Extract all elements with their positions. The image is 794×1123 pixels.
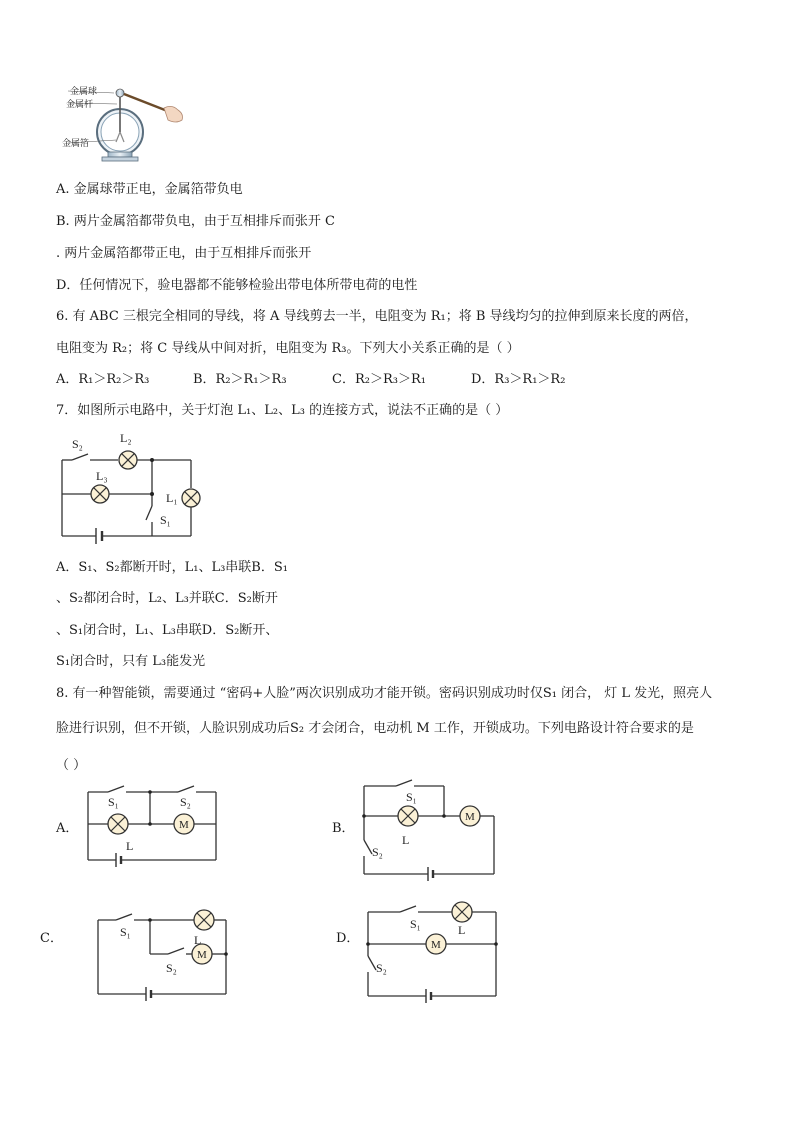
q6-option-b: B．R₂＞R₁＞R₃ — [193, 372, 287, 387]
q7-option-line2: 、S₂都闭合时，L₂、L₃并联C．S₂断开 — [56, 591, 278, 606]
q6-stem-line1: 6. 有 ABC 三根完全相同的导线，将 A 导线剪去一半，电阻变为 R₁；将 B 导线均匀的拉伸到原来长度的两倍， — [56, 309, 698, 324]
q6-option-d: D．R₃＞R₁＞R₂ — [471, 372, 566, 387]
q8b-s2-label: S₂ — [372, 845, 383, 859]
q5-option-a: A. 金属球带正电，金属箔带负电 — [56, 182, 243, 197]
q8d-l-label: L — [458, 923, 466, 937]
q5-option-d: D．任何情况下，验电器都不能够检验出带电体所带电荷的电性 — [56, 278, 418, 293]
q7-stem: 7．如图所示电路中，关于灯泡 L₁、L₂、L₃ 的连接方式，说法不正确的是（ ） — [56, 403, 509, 418]
q8d-s2-label: S₂ — [376, 961, 387, 975]
q8-option-d-label: D． — [336, 931, 360, 946]
q7-option-line4: S₁闭合时，只有 L₃能发光 — [56, 654, 206, 669]
q8a-m-label: M — [179, 819, 189, 831]
q8a-s2-label: S₂ — [180, 795, 191, 809]
q8a-s1-label: S₁ — [108, 795, 119, 809]
q7-s2-label: S₂ — [72, 437, 83, 451]
q6-stem-line2: 电阻变为 R₂；将 C 导线从中间对折，电阻变为 R₃。下列大小关系正确的是（ ） — [56, 341, 520, 356]
q7-option-line3: 、S₁闭合时，L₁、L₃串联D．S₂断开、 — [56, 623, 279, 638]
q8-option-a-label: A． — [56, 821, 79, 836]
q8-circuit-b — [356, 776, 506, 886]
q8-stem-line1: 8. 有一种智能锁，需要通过 “密码+人脸”两次识别成功才能开锁。密码识别成功时仅S₁ 闭合， 灯 L 发光，照亮人 — [56, 686, 713, 701]
q8-circuit-a — [84, 780, 224, 872]
label-ball: 金属球 — [70, 86, 98, 96]
q8-circuit-c — [94, 902, 234, 1002]
q7-l3-label: L₃ — [96, 469, 108, 483]
q7-circuit-diagram — [56, 428, 216, 548]
q6-option-c: C．R₂＞R₃＞R₁ — [332, 372, 426, 387]
q8c-s2-label: S₂ — [166, 961, 177, 975]
label-foil: 金属箔 — [62, 138, 90, 148]
q5-option-c: . 两片金属箔都带正电，由于互相排斥而张开 — [56, 246, 312, 261]
q5-option-b: B. 两片金属箔都带负电，由于互相排斥而张开 C — [56, 214, 335, 229]
q8-option-c-label: C． — [40, 931, 63, 946]
q8c-l-label: L — [194, 933, 202, 947]
q8b-m-label: M — [465, 811, 475, 823]
q8a-l-label: L — [126, 839, 134, 853]
q8c-s1-label: S₁ — [120, 925, 131, 939]
q7-option-line1: A．S₁、S₂都断开时，L₁、L₃串联B．S₁ — [56, 560, 288, 575]
electroscope-figure — [60, 82, 190, 162]
q8-option-b-label: B． — [332, 821, 355, 836]
label-rod: 金属杆 — [66, 99, 94, 109]
q6-option-a: A．R₁＞R₂＞R₃ — [56, 372, 150, 387]
q8-circuit-d — [362, 898, 507, 1006]
q7-s1-label: S₁ — [160, 513, 171, 527]
q8b-s1-label: S₁ — [406, 790, 417, 804]
q8c-m-label: M — [197, 949, 207, 961]
q7-l1-label: L₁ — [166, 491, 178, 505]
q8b-l-label: L — [402, 833, 410, 847]
q7-l2-label: L₂ — [120, 431, 132, 445]
q8d-s1-label: S₁ — [410, 917, 421, 931]
q8-stem-line3: （ ） — [56, 758, 87, 773]
q8-stem-line2: 脸进行识别，但不开锁，人脸识别成功后S₂ 才会闭合，电动机 M 工作，开锁成功。下列电路设计符合要求的是 — [56, 721, 694, 736]
q8d-m-label: M — [431, 939, 441, 951]
